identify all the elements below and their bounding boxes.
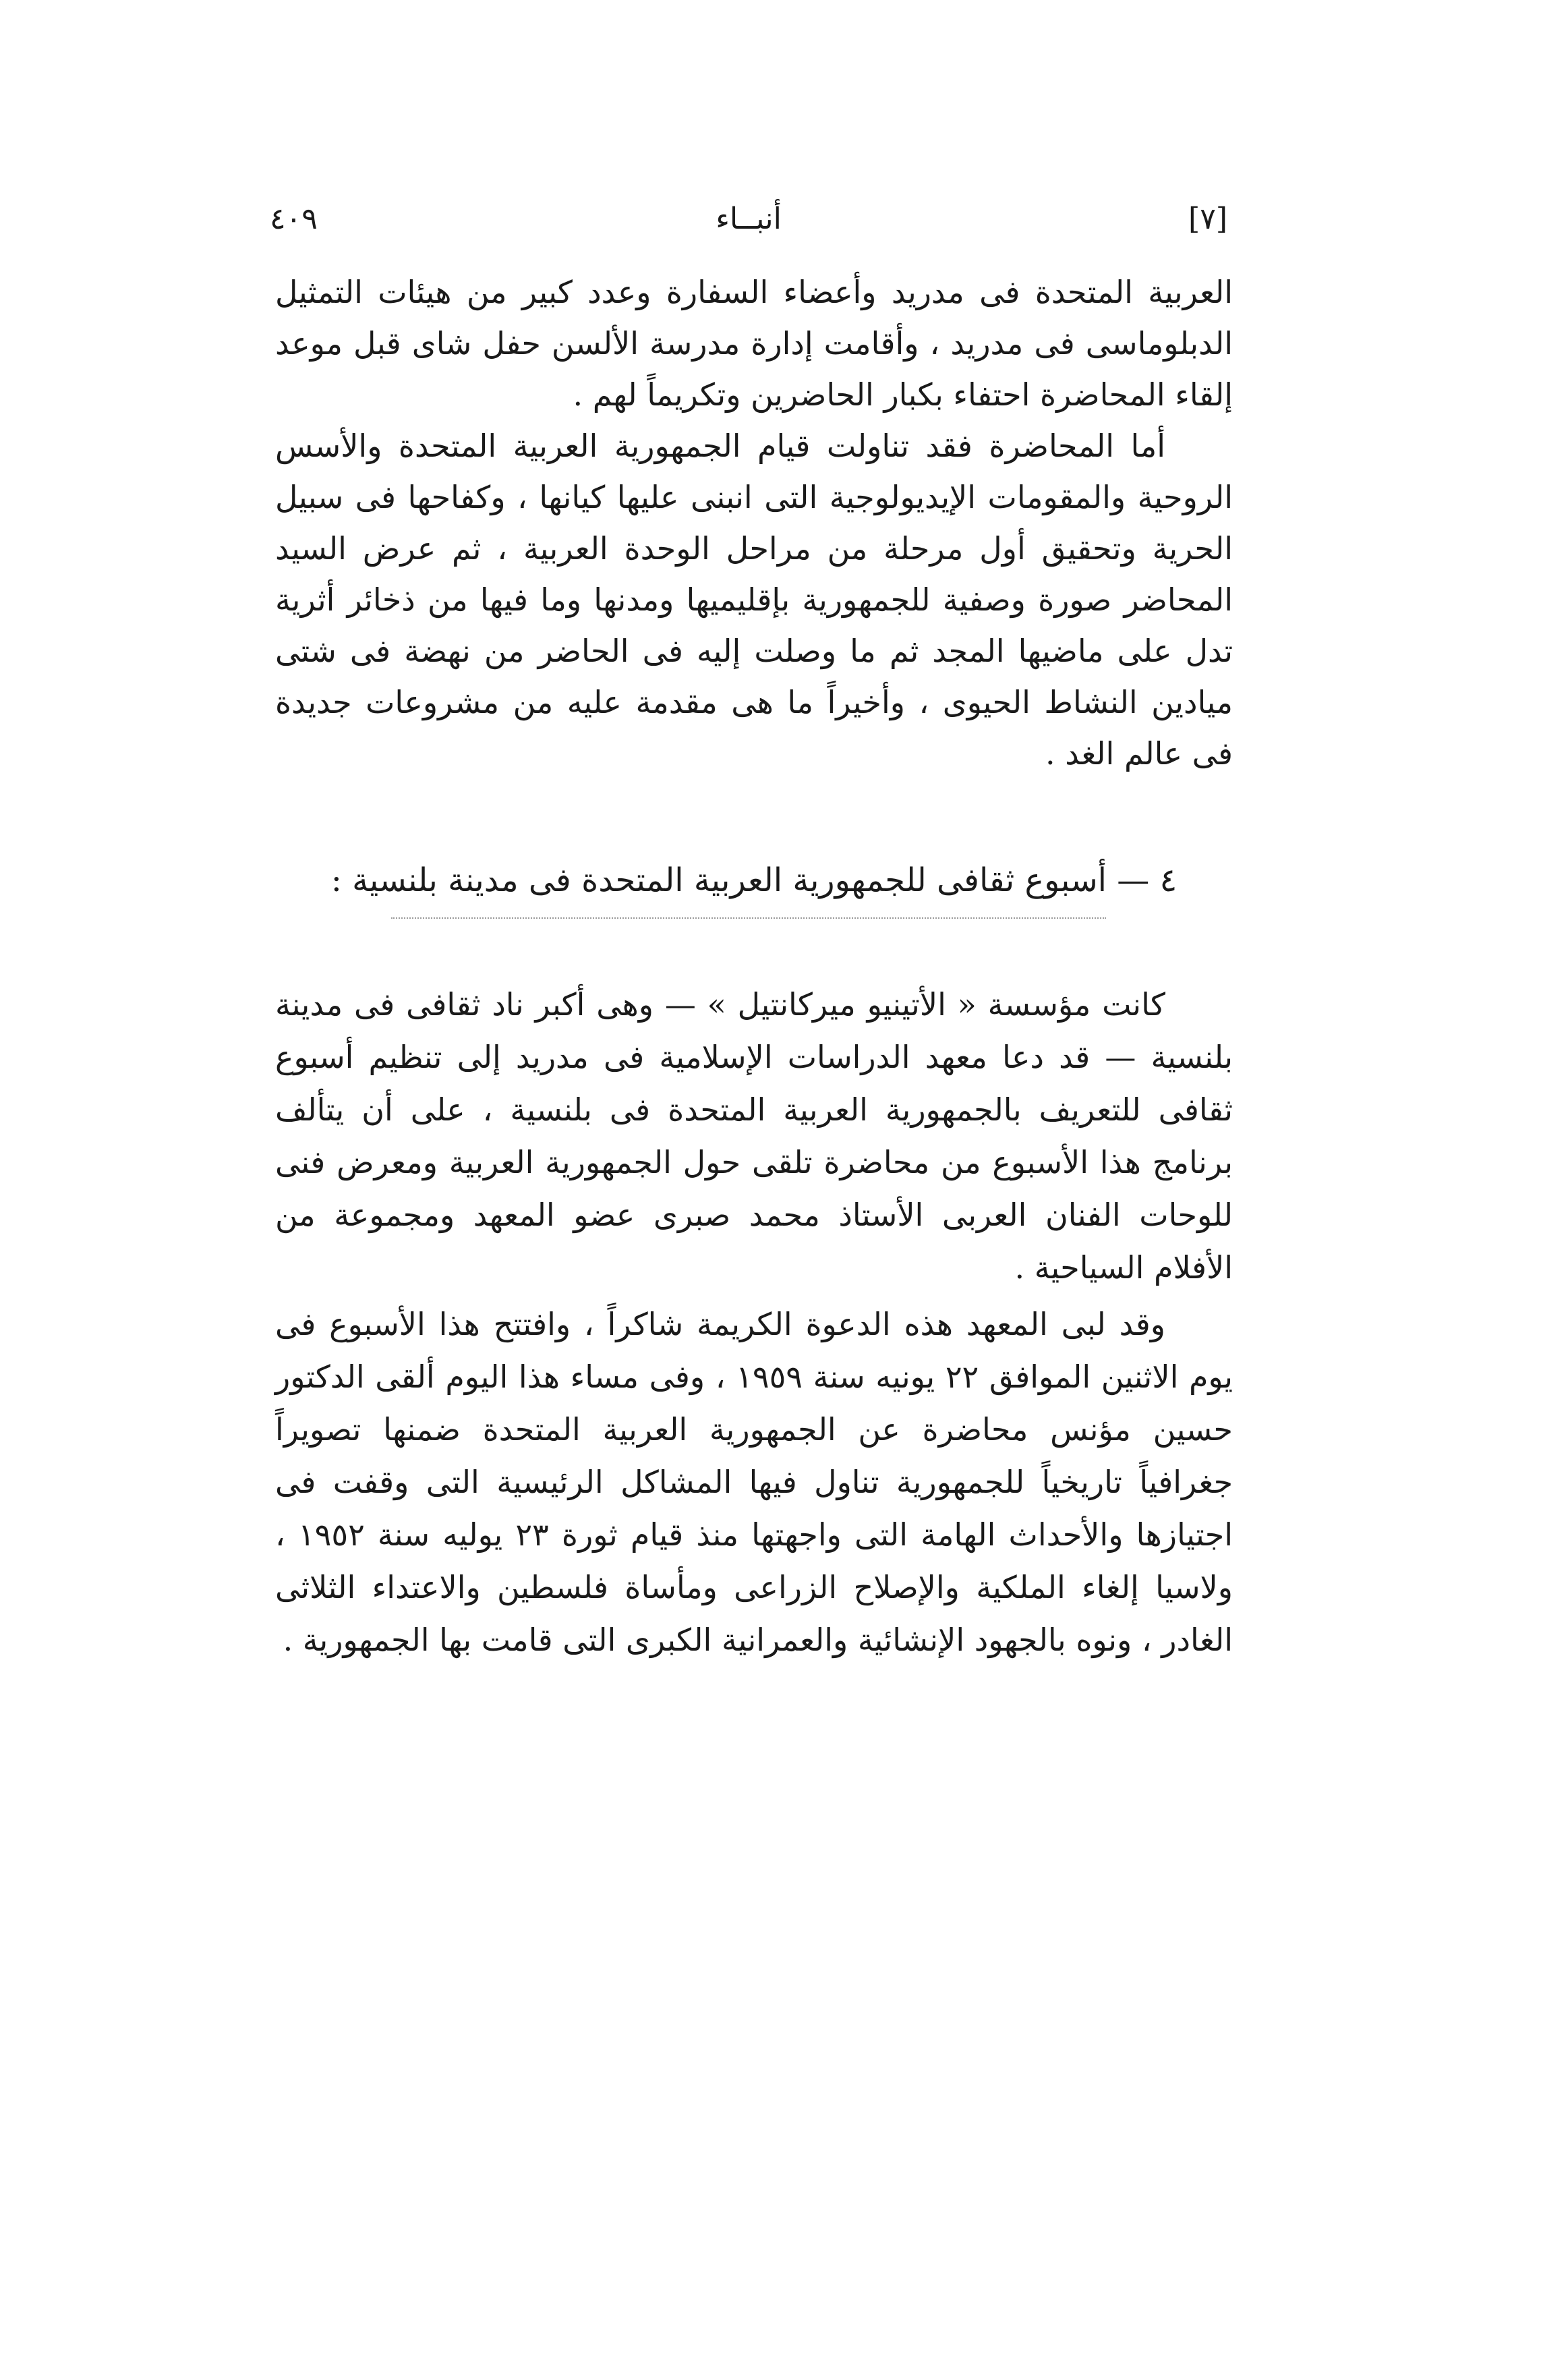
section-heading: ٤ — أسبوع ثقافى للجمهورية العربية المتحدة فى مدينة بلنسية : xyxy=(330,861,1178,899)
running-title: أنبــاء xyxy=(716,202,782,236)
paragraph-lecture: أما المحاضرة فقد تناولت قيام الجمهورية العربية المتحدة والأسس الروحية والمقومات الإيديولوجية التى انبنى عليها كيانها ، وكفاحها فى سبيل الحرية وتحقيق أول مرحلة من مراحل الوحدة العربية ، ثم عرض السيد المحاضر صورة وصفية للجمهورية بإقليميها ومدنها وما فيها من ذخائر أثرية تدل على ماضيها المجد ثم ما وصلت إليه فى الحاضر من نهضة فى شتى ميادين النشاط الحيوى ، وأخيراً ما هى مقدمة عليه من مشروعات جديدة فى عالم الغد . xyxy=(275,428,1233,772)
paragraph-invitation: كانت مؤسسة « الأتينيو ميركانتيل » — وهى أكبر ناد ثقافى فى مدينة بلنسية — قد دعا معهد الدراسات الإسلامية فى مدريد إلى تنظيم أسبوع ثقافى للتعريف بالجمهورية العربية المتحدة فى بلنسية ، على أن يتألف برنامج هذا الأسبوع من محاضرة تلقى حول الجمهورية العربية ومعرض فنى للوحات الفنان العربى الأستاذ محمد صبرى عضو المعهد ومجموعة من الأفلام السياحية . xyxy=(275,986,1233,1286)
paragraph-continued: العربية المتحدة فى مدريد وأعضاء السفارة وعدد كبير من هيئات التمثيل الدبلوماسى فى مدريد ، وأقامت إدارة مدرسة الألسن حفل شاى قبل موعد إلقاء المحاضرة احتفاء بكبار الحاضرين وتكريماً لهم . xyxy=(275,274,1233,413)
paragraph-opening: وقد لبى المعهد هذه الدعوة الكريمة شاكراً ، وافتتح هذا الأسبوع فى يوم الاثنين الموافق ٢٢ يونيه سنة ١٩٥٩ ، وفى مساء هذا اليوم ألقى الدكتور حسين مؤنس محاضرة عن الجمهورية العربية المتحدة ضمنها تصويراً جغرافياً تاريخياً للجمهورية تناول فيها المشاكل الرئيسية التى وقفت فى اجتيازها والأحداث الهامة التى واجهتها منذ قيام ثورة ٢٣ يوليه سنة ١٩٥٢ ، ولاسيا إلغاء الملكية والإصلاح الزراعى ومأساة فلسطين والاعتداء الثلاثى الغادر ، ونوه بالجهود الإنشائية والعمرانية الكبرى التى قامت بها الجمهورية . xyxy=(275,1306,1233,1658)
heading-divider xyxy=(391,917,1106,919)
section-number: [٧] xyxy=(1188,202,1227,236)
text-block-top xyxy=(275,266,1233,779)
section-heading-wrap xyxy=(275,853,1233,907)
page-header xyxy=(270,192,1227,246)
page-number: ٤٠٩ xyxy=(270,202,318,236)
text-block-bottom xyxy=(275,978,1233,1666)
